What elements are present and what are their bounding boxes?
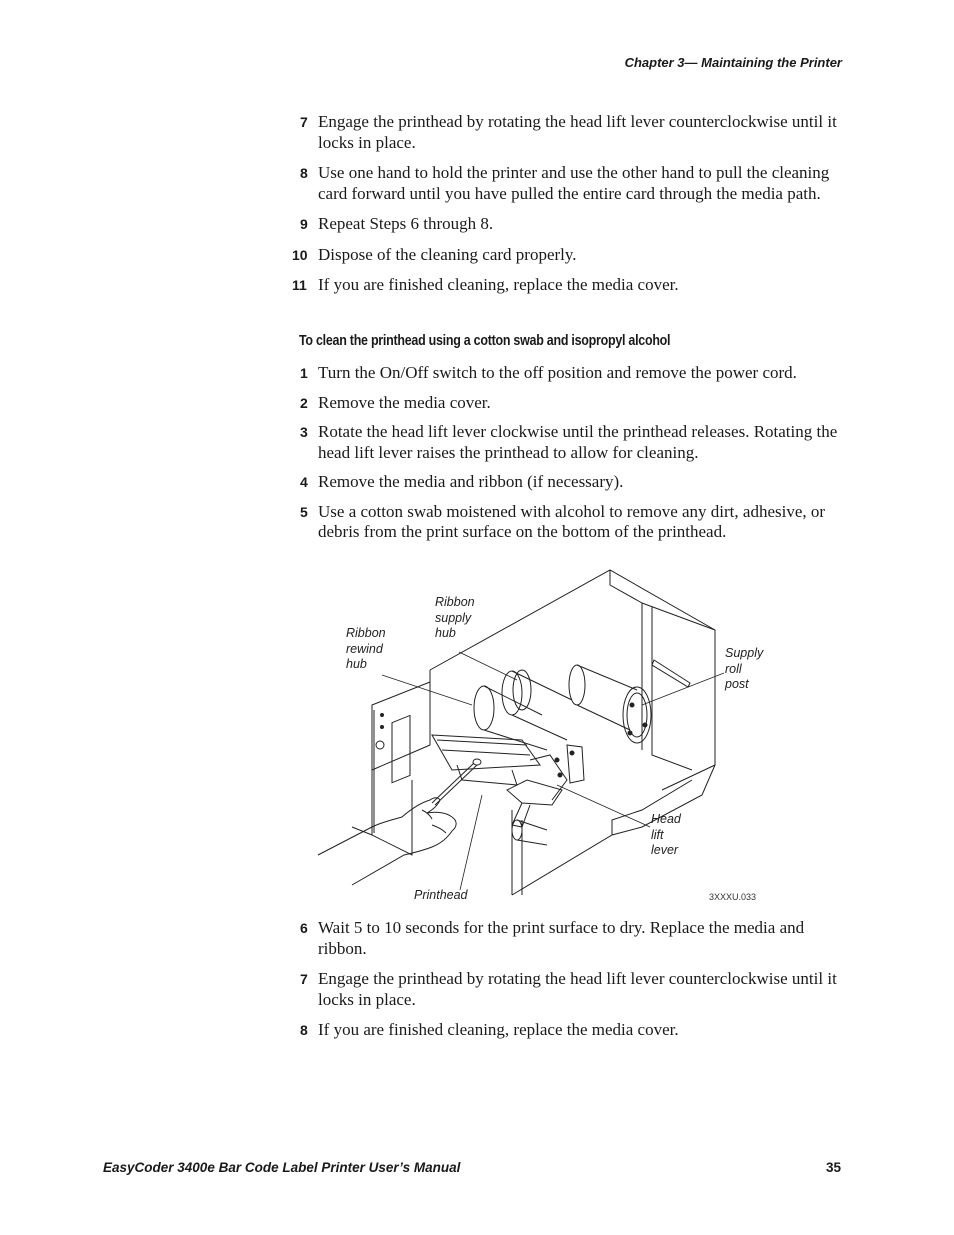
callout-printhead: Printhead	[414, 888, 468, 902]
step-text: Dispose of the cleaning card properly.	[318, 244, 577, 264]
list-item	[292, 363, 852, 384]
footer-manual-title: EasyCoder 3400e Bar Code Label Printer User’s Manual	[103, 1160, 461, 1175]
step-text: Remove the media cover.	[318, 392, 491, 412]
callout-ribbon-supply-hub: Ribbon supply hub	[435, 595, 475, 640]
step-text: If you are finished cleaning, replace the media cover.	[318, 1020, 679, 1039]
list-item	[292, 112, 852, 153]
list-item	[292, 502, 852, 543]
callout-supply-roll-post: Supply roll post	[725, 646, 764, 691]
list-item	[292, 472, 852, 493]
step-text: Turn the On/Off switch to the off position and remove the power cord.	[318, 363, 797, 382]
step-text: Wait 5 to 10 seconds for the print surface to dry. Replace the media and ribbon.	[318, 918, 805, 958]
steps-top-list	[292, 112, 852, 296]
list-item	[292, 214, 852, 235]
list-item	[292, 918, 852, 959]
list-item	[292, 393, 852, 414]
step-number: 1	[300, 365, 308, 381]
step-text: Remove the media and ribbon (if necessary).	[318, 472, 624, 491]
step-number: 7	[300, 971, 308, 987]
step-text: Engage the printhead by rotating the head lift lever counterclockwise until it locks in place.	[318, 969, 837, 1009]
step-text: Repeat Steps 6 through 8.	[318, 214, 494, 233]
step-text: Engage the printhead by rotating the head lift lever counterclockwise until it locks in place.	[318, 112, 837, 152]
steps-mid-list	[292, 363, 852, 543]
running-head: Chapter 3— Maintaining the Printer	[624, 55, 842, 70]
step-number: 5	[300, 503, 308, 520]
step-number: 8	[300, 1022, 308, 1038]
step-number: 11	[292, 277, 307, 293]
list-item	[292, 245, 852, 266]
page-number: 35	[826, 1160, 842, 1175]
callout-head-lift-lever: Head lift lever	[651, 812, 681, 857]
list-item	[292, 969, 852, 1010]
printer-illustration	[312, 565, 772, 910]
list-item	[292, 1020, 852, 1041]
step-number: 3	[300, 424, 308, 440]
step-number: 9	[300, 216, 308, 232]
steps-bottom-list	[292, 918, 852, 1041]
section-heading: To clean the printhead using a cotton swab and isopropyl alcohol	[299, 333, 671, 349]
list-item	[292, 275, 852, 296]
step-number: 6	[300, 920, 308, 936]
list-item	[292, 163, 852, 204]
step-text: If you are finished cleaning, replace the media cover.	[318, 275, 679, 294]
step-number: 4	[300, 474, 308, 490]
step-number: 10	[292, 246, 308, 263]
step-number: 8	[300, 165, 308, 181]
figure-id: 3XXXU.033	[709, 892, 757, 902]
step-text: Use one hand to hold the printer and use the other hand to pull the cleaning card forward until you have pulled the entire card through the media path.	[318, 163, 830, 203]
step-text: Use a cotton swab moistened with alcohol to remove any dirt, adhesive, or debris from the print surface on the bottom of the printhead.	[318, 501, 826, 541]
step-number: 2	[300, 394, 308, 411]
callout-ribbon-rewind-hub: Ribbon rewind hub	[346, 626, 386, 671]
list-item	[292, 422, 852, 463]
step-text: Rotate the head lift lever clockwise until the printhead releases. Rotating the head lift lever raises the printhead to allow for cleaning.	[318, 422, 838, 462]
step-number: 7	[300, 114, 308, 130]
printer-drawing	[312, 565, 772, 910]
